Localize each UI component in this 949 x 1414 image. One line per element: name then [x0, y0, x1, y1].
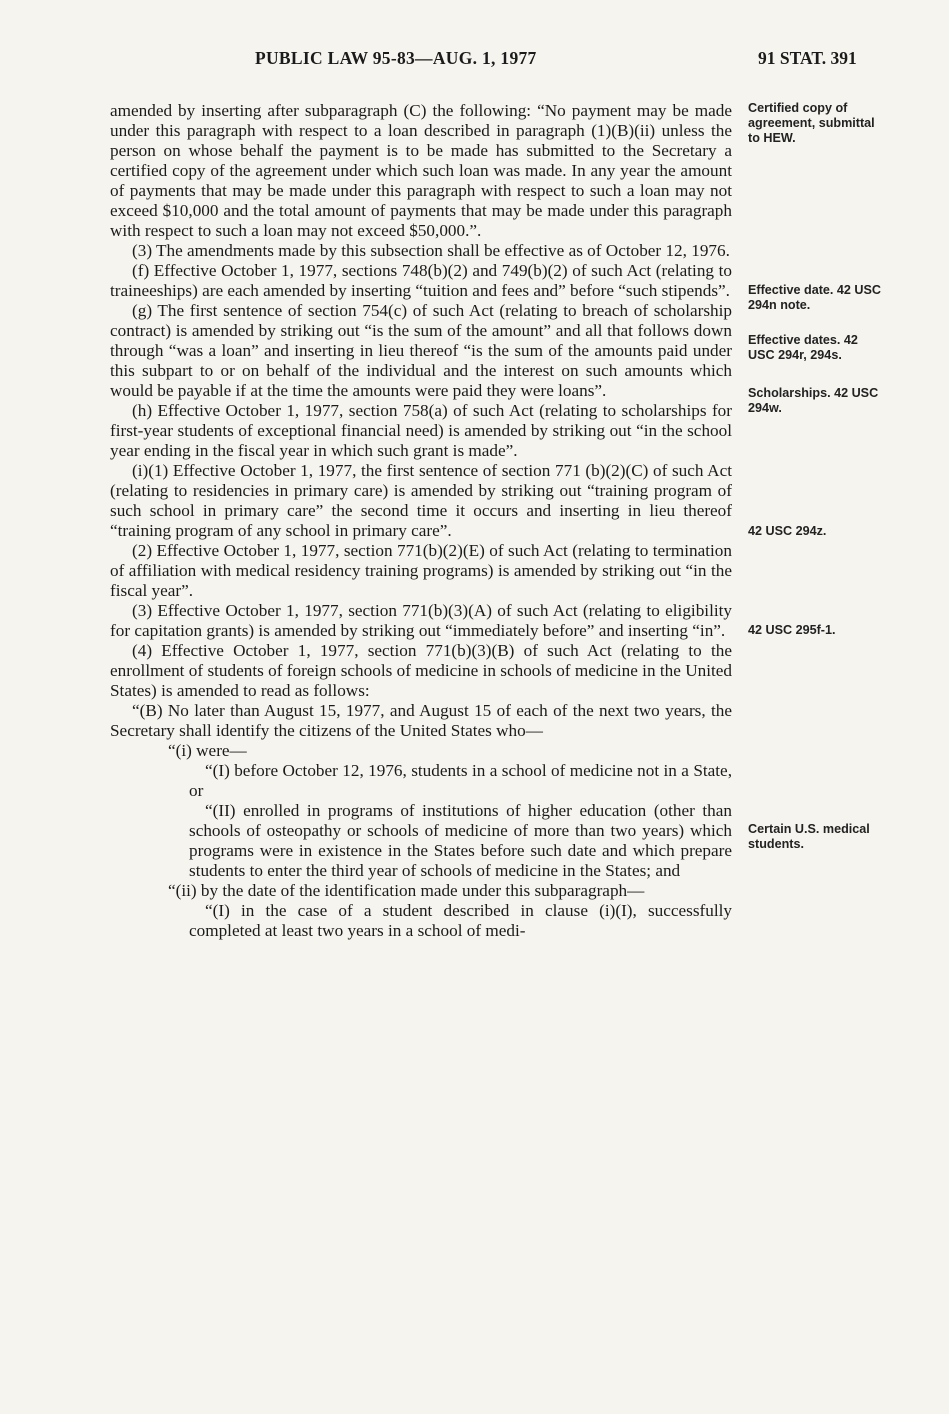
quoted-clause-ii: “(ii) by the date of the identification made under this subparagraph—: [168, 881, 645, 900]
quoted-subclause-ii-i: “(I) in the case of a student described in clause (i)(I), successfully completed at least two years in a school of medi-: [189, 901, 732, 940]
paragraph-g: (g) The first sentence of section 754(c) of such Act (relating to breach of scholarship contract) is amended by striking out “is the sum of the amount” and all that follows down through “was a loan” and inserting in lieu thereof “is the sum of the amounts paid under this subpart to or on behalf of the individual and the interest on such amounts which would be payable if at the time the amounts were paid they were loans”.: [110, 301, 732, 400]
margin-note-us-medical-students: Certain U.S. medical students.: [748, 822, 870, 851]
paragraph-h: (h) Effective October 1, 1977, section 758(a) of such Act (relating to scholarships for first-year students of exceptional financial need) is amended by striking out “in the school year ending in the fiscal year in which such grant is made”.: [110, 401, 732, 460]
margin-note-effective-dates: Effective dates. 42 USC 294r, 294s.: [748, 333, 858, 362]
quoted-subparagraph-b: “(B) No later than August 15, 1977, and August 15 of each of the next two years, the Secretary shall identify the citizens of the United States who—: [110, 701, 732, 740]
page-header: [0, 48, 949, 76]
paragraph-f: (f) Effective October 1, 1977, sections 748(b)(2) and 749(b)(2) of such Act (relating to traineeships) are each amended by inserting “tuition and fees and” before “such stipends”.: [110, 261, 732, 300]
paragraph-i2: (2) Effective October 1, 1977, section 771(b)(2)(E) of such Act (relating to termination of affiliation with medical residency training programs) is amended by striking out “in the fiscal year”.: [110, 541, 732, 600]
paragraph-i4: (4) Effective October 1, 1977, section 771(b)(3)(B) of such Act (relating to the enrollment of students of foreign schools of medicine in schools of medicine in the United States) is amended to read as follows:: [110, 641, 732, 700]
margin-note-294z: 42 USC 294z.: [748, 524, 827, 538]
statute-body: [110, 101, 732, 941]
paragraph-continuation: amended by inserting after subparagraph (C) the following: “No payment may be made under this paragraph with respect to a loan described in paragraph (1)(B)(ii) unless the person on whose behalf the payment is to be made has submitted to the Secretary a certified copy of the agreement under which such loan was made. In any year the amount of payments that may be made under this paragraph with respect to such a loan may not exceed $10,000 and the total amount of payments that may be made under this paragraph with respect to such a loan may not exceed $50,000.”.: [110, 101, 732, 240]
stat-page-number: 91 STAT. 391: [758, 48, 857, 68]
quoted-subclause-i-ii: “(II) enrolled in programs of institutions of higher education (other than schools of osteopathy or schools of medicine of more than two years) which programs were in existence in the States before such date and which prepare students to enter the third year of schools of medicine in the States; and: [189, 801, 732, 880]
running-head-title: PUBLIC LAW 95-83—AUG. 1, 1977: [255, 48, 537, 68]
margin-note-certified-copy: Certified copy of agreement, submittal to HEW.: [748, 101, 875, 145]
quoted-subclause-i-i: “(I) before October 12, 1976, students in a school of medicine not in a State, or: [189, 761, 732, 800]
quoted-clause-i: “(i) were—: [168, 741, 247, 760]
paragraph-i3: (3) Effective October 1, 1977, section 771(b)(3)(A) of such Act (relating to eligibility for capitation grants) is amended by striking out “immediately before” and inserting “in”.: [110, 601, 732, 640]
margin-note-scholarships: Scholarships. 42 USC 294w.: [748, 386, 879, 415]
margin-note-effective-date: Effective date. 42 USC 294n note.: [748, 283, 881, 312]
paragraph-e3: (3) The amendments made by this subsection shall be effective as of October 12, 1976.: [132, 241, 730, 260]
margin-note-295f-1: 42 USC 295f-1.: [748, 623, 836, 637]
paragraph-i1: (i)(1) Effective October 1, 1977, the first sentence of section 771 (b)(2)(C) of such Act (relating to residencies in primary care) is amended by striking out “training program of such school in primary care” the second time it occurs and inserting in lieu thereof “training program of any school in primary care”.: [110, 461, 732, 540]
